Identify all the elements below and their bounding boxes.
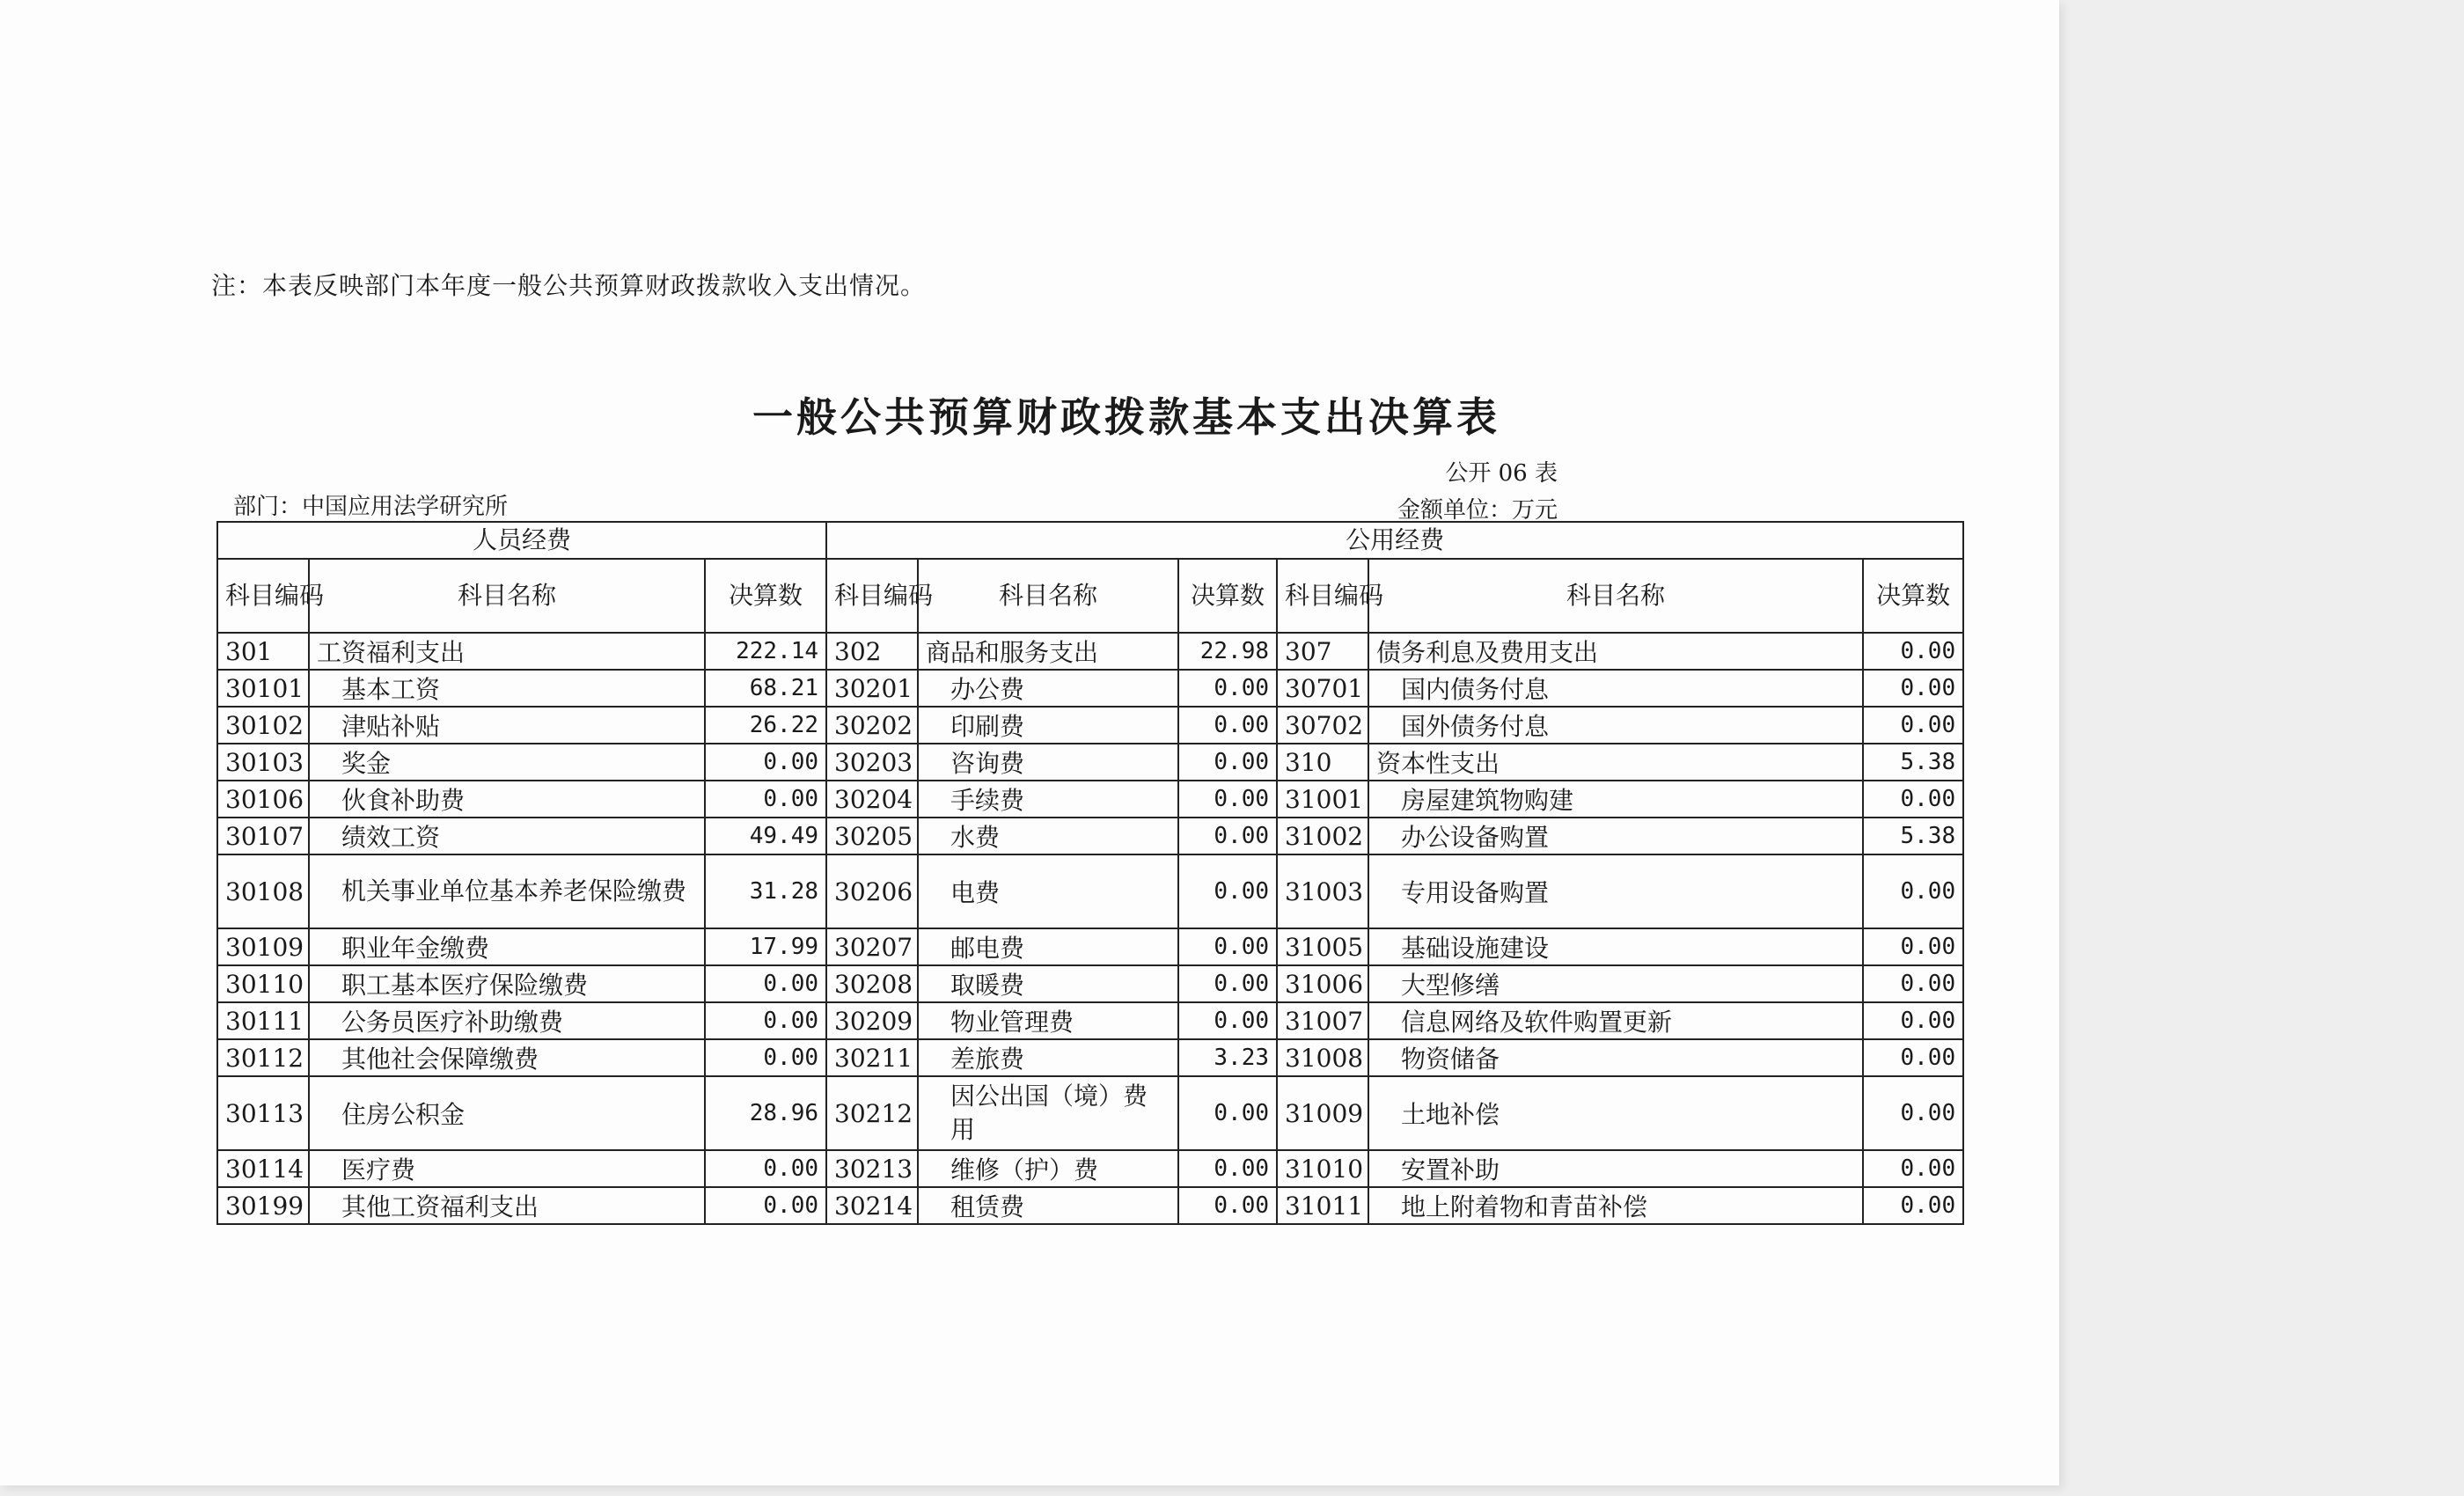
cell-name: 办公费 [918, 670, 1178, 707]
cell-code: 31005 [1277, 928, 1368, 965]
cell-code: 30199 [217, 1187, 309, 1224]
table-row [217, 1039, 1963, 1076]
table-row [217, 744, 1963, 781]
cell-amount: 0.00 [1178, 1187, 1277, 1224]
cell-amount: 0.00 [1863, 1150, 1963, 1187]
table-row [217, 965, 1963, 1002]
cell-name: 专用设备购置 [1368, 854, 1863, 928]
col-header-name: 科目名称 [918, 559, 1178, 633]
cell-amount: 28.96 [705, 1076, 826, 1150]
cell-amount: 5.38 [1863, 744, 1963, 781]
cell-amount: 0.00 [1863, 854, 1963, 928]
cell-code: 30211 [826, 1039, 918, 1076]
cell-amount: 0.00 [705, 744, 826, 781]
cell-name: 租赁费 [918, 1187, 1178, 1224]
table-row [217, 818, 1963, 854]
cell-code: 30214 [826, 1187, 918, 1224]
cell-name: 资本性支出 [1368, 744, 1863, 781]
cell-name: 伙食补助费 [309, 781, 705, 818]
cell-name: 土地补偿 [1368, 1076, 1863, 1150]
cell-name: 住房公积金 [309, 1076, 705, 1150]
cell-amount: 0.00 [1863, 707, 1963, 744]
col-header-code: 科目编码 [217, 559, 309, 633]
cell-code: 30102 [217, 707, 309, 744]
cell-code: 31003 [1277, 854, 1368, 928]
cell-name: 电费 [918, 854, 1178, 928]
cell-amount: 3.23 [1178, 1039, 1277, 1076]
col-header-code: 科目编码 [1277, 559, 1368, 633]
expenditure-table [216, 521, 1964, 1225]
cell-amount: 0.00 [705, 1039, 826, 1076]
cell-code: 30212 [826, 1076, 918, 1150]
cell-name: 印刷费 [918, 707, 1178, 744]
col-header-name: 科目名称 [309, 559, 705, 633]
cell-amount: 68.21 [705, 670, 826, 707]
cell-amount: 49.49 [705, 818, 826, 854]
cell-name: 国外债务付息 [1368, 707, 1863, 744]
cell-name: 咨询费 [918, 744, 1178, 781]
cell-code: 30204 [826, 781, 918, 818]
cell-amount: 0.00 [705, 781, 826, 818]
cell-name: 办公设备购置 [1368, 818, 1863, 854]
cell-code: 31011 [1277, 1187, 1368, 1224]
cell-amount: 0.00 [1178, 854, 1277, 928]
table-row [217, 633, 1963, 670]
cell-amount: 0.00 [705, 1187, 826, 1224]
cell-code: 30209 [826, 1002, 918, 1039]
cell-amount: 22.98 [1178, 633, 1277, 670]
cell-amount: 222.14 [705, 633, 826, 670]
cell-amount: 0.00 [1178, 928, 1277, 965]
cell-code: 30101 [217, 670, 309, 707]
cell-amount: 31.28 [705, 854, 826, 928]
cell-code: 30701 [1277, 670, 1368, 707]
cell-name: 物资储备 [1368, 1039, 1863, 1076]
cell-name: 国内债务付息 [1368, 670, 1863, 707]
table-row [217, 707, 1963, 744]
cell-name: 基本工资 [309, 670, 705, 707]
cell-name: 维修（护）费 [918, 1150, 1178, 1187]
cell-name: 房屋建筑物购建 [1368, 781, 1863, 818]
table-row [217, 781, 1963, 818]
cell-name: 津贴补贴 [309, 707, 705, 744]
cell-amount: 0.00 [1863, 965, 1963, 1002]
cell-amount: 17.99 [705, 928, 826, 965]
group-header-public: 公用经费 [826, 522, 1963, 559]
cell-code: 301 [217, 633, 309, 670]
cell-code: 31009 [1277, 1076, 1368, 1150]
cell-code: 31010 [1277, 1150, 1368, 1187]
cell-name: 职业年金缴费 [309, 928, 705, 965]
cell-code: 30103 [217, 744, 309, 781]
cell-code: 30213 [826, 1150, 918, 1187]
cell-name: 商品和服务支出 [918, 633, 1178, 670]
cell-amount: 0.00 [1178, 1076, 1277, 1150]
cell-amount: 0.00 [1863, 670, 1963, 707]
table-row [217, 670, 1963, 707]
cell-amount: 0.00 [705, 965, 826, 1002]
cell-amount: 5.38 [1863, 818, 1963, 854]
cell-code: 31007 [1277, 1002, 1368, 1039]
cell-code: 30107 [217, 818, 309, 854]
cell-code: 307 [1277, 633, 1368, 670]
cell-code: 31006 [1277, 965, 1368, 1002]
cell-amount: 0.00 [1178, 1002, 1277, 1039]
cell-code: 31001 [1277, 781, 1368, 818]
cell-amount: 0.00 [1178, 744, 1277, 781]
cell-name: 绩效工资 [309, 818, 705, 854]
cell-code: 30207 [826, 928, 918, 965]
cell-name: 奖金 [309, 744, 705, 781]
cell-name: 其他社会保障缴费 [309, 1039, 705, 1076]
cell-code: 30106 [217, 781, 309, 818]
cell-amount: 0.00 [1863, 781, 1963, 818]
cell-amount: 0.00 [1178, 1150, 1277, 1187]
table-row [217, 1150, 1963, 1187]
cell-amount: 0.00 [1863, 928, 1963, 965]
cell-code: 30702 [1277, 707, 1368, 744]
table-note: 注：本表反映部门本年度一般公共预算财政拨款收入支出情况。 [211, 271, 927, 300]
cell-name: 信息网络及软件购置更新 [1368, 1002, 1863, 1039]
cell-amount: 0.00 [705, 1002, 826, 1039]
cell-name: 手续费 [918, 781, 1178, 818]
cell-code: 30110 [217, 965, 309, 1002]
col-header-amount: 决算数 [705, 559, 826, 633]
cell-amount: 0.00 [1863, 1039, 1963, 1076]
col-header-amount: 决算数 [1178, 559, 1277, 633]
cell-name: 因公出国（境）费用 [918, 1076, 1178, 1150]
cell-amount: 0.00 [1863, 1076, 1963, 1150]
cell-amount: 0.00 [1863, 1187, 1963, 1224]
cell-name: 差旅费 [918, 1039, 1178, 1076]
cell-code: 30109 [217, 928, 309, 965]
cell-code: 302 [826, 633, 918, 670]
cell-amount: 0.00 [1178, 818, 1277, 854]
cell-amount: 0.00 [705, 1150, 826, 1187]
cell-name: 大型修缮 [1368, 965, 1863, 1002]
cell-name: 职工基本医疗保险缴费 [309, 965, 705, 1002]
cell-name: 地上附着物和青苗补偿 [1368, 1187, 1863, 1224]
department-label: 部门：中国应用法学研究所 [233, 494, 509, 520]
cell-amount: 0.00 [1178, 781, 1277, 818]
table-row [217, 854, 1963, 928]
table-row [217, 1187, 1963, 1224]
table-row [217, 1076, 1963, 1150]
cell-amount: 0.00 [1178, 670, 1277, 707]
cell-name: 医疗费 [309, 1150, 705, 1187]
cell-code: 30208 [826, 965, 918, 1002]
col-header-name: 科目名称 [1368, 559, 1863, 633]
cell-name: 水费 [918, 818, 1178, 854]
cell-name: 其他工资福利支出 [309, 1187, 705, 1224]
cell-code: 30201 [826, 670, 918, 707]
table-row [217, 928, 1963, 965]
cell-name: 邮电费 [918, 928, 1178, 965]
cell-name: 取暖费 [918, 965, 1178, 1002]
cell-name: 物业管理费 [918, 1002, 1178, 1039]
cell-code: 310 [1277, 744, 1368, 781]
cell-amount: 0.00 [1863, 1002, 1963, 1039]
cell-code: 30205 [826, 818, 918, 854]
group-header-personnel: 人员经费 [217, 522, 826, 559]
cell-code: 30203 [826, 744, 918, 781]
col-header-code: 科目编码 [826, 559, 918, 633]
cell-name: 安置补助 [1368, 1150, 1863, 1187]
table-row [217, 1002, 1963, 1039]
cell-code: 30202 [826, 707, 918, 744]
cell-amount: 0.00 [1178, 707, 1277, 744]
cell-amount: 0.00 [1863, 633, 1963, 670]
cell-code: 30108 [217, 854, 309, 928]
cell-code: 30206 [826, 854, 918, 928]
cell-amount: 0.00 [1178, 965, 1277, 1002]
cell-name: 基础设施建设 [1368, 928, 1863, 965]
cell-amount: 26.22 [705, 707, 826, 744]
cell-code: 30114 [217, 1150, 309, 1187]
cell-code: 30111 [217, 1002, 309, 1039]
cell-code: 31002 [1277, 818, 1368, 854]
cell-name: 公务员医疗补助缴费 [309, 1002, 705, 1039]
cell-name: 工资福利支出 [309, 633, 705, 670]
form-code: 公开 06 表 [1445, 460, 1558, 487]
cell-name: 债务利息及费用支出 [1368, 633, 1863, 670]
page-title: 一般公共预算财政拨款基本支出决算表 [752, 393, 1500, 441]
cell-code: 31008 [1277, 1039, 1368, 1076]
unit-label: 金额单位：万元 [1397, 497, 1558, 524]
cell-name: 机关事业单位基本养老保险缴费 [309, 854, 705, 928]
col-header-amount: 决算数 [1863, 559, 1963, 633]
cell-code: 30113 [217, 1076, 309, 1150]
cell-code: 30112 [217, 1039, 309, 1076]
